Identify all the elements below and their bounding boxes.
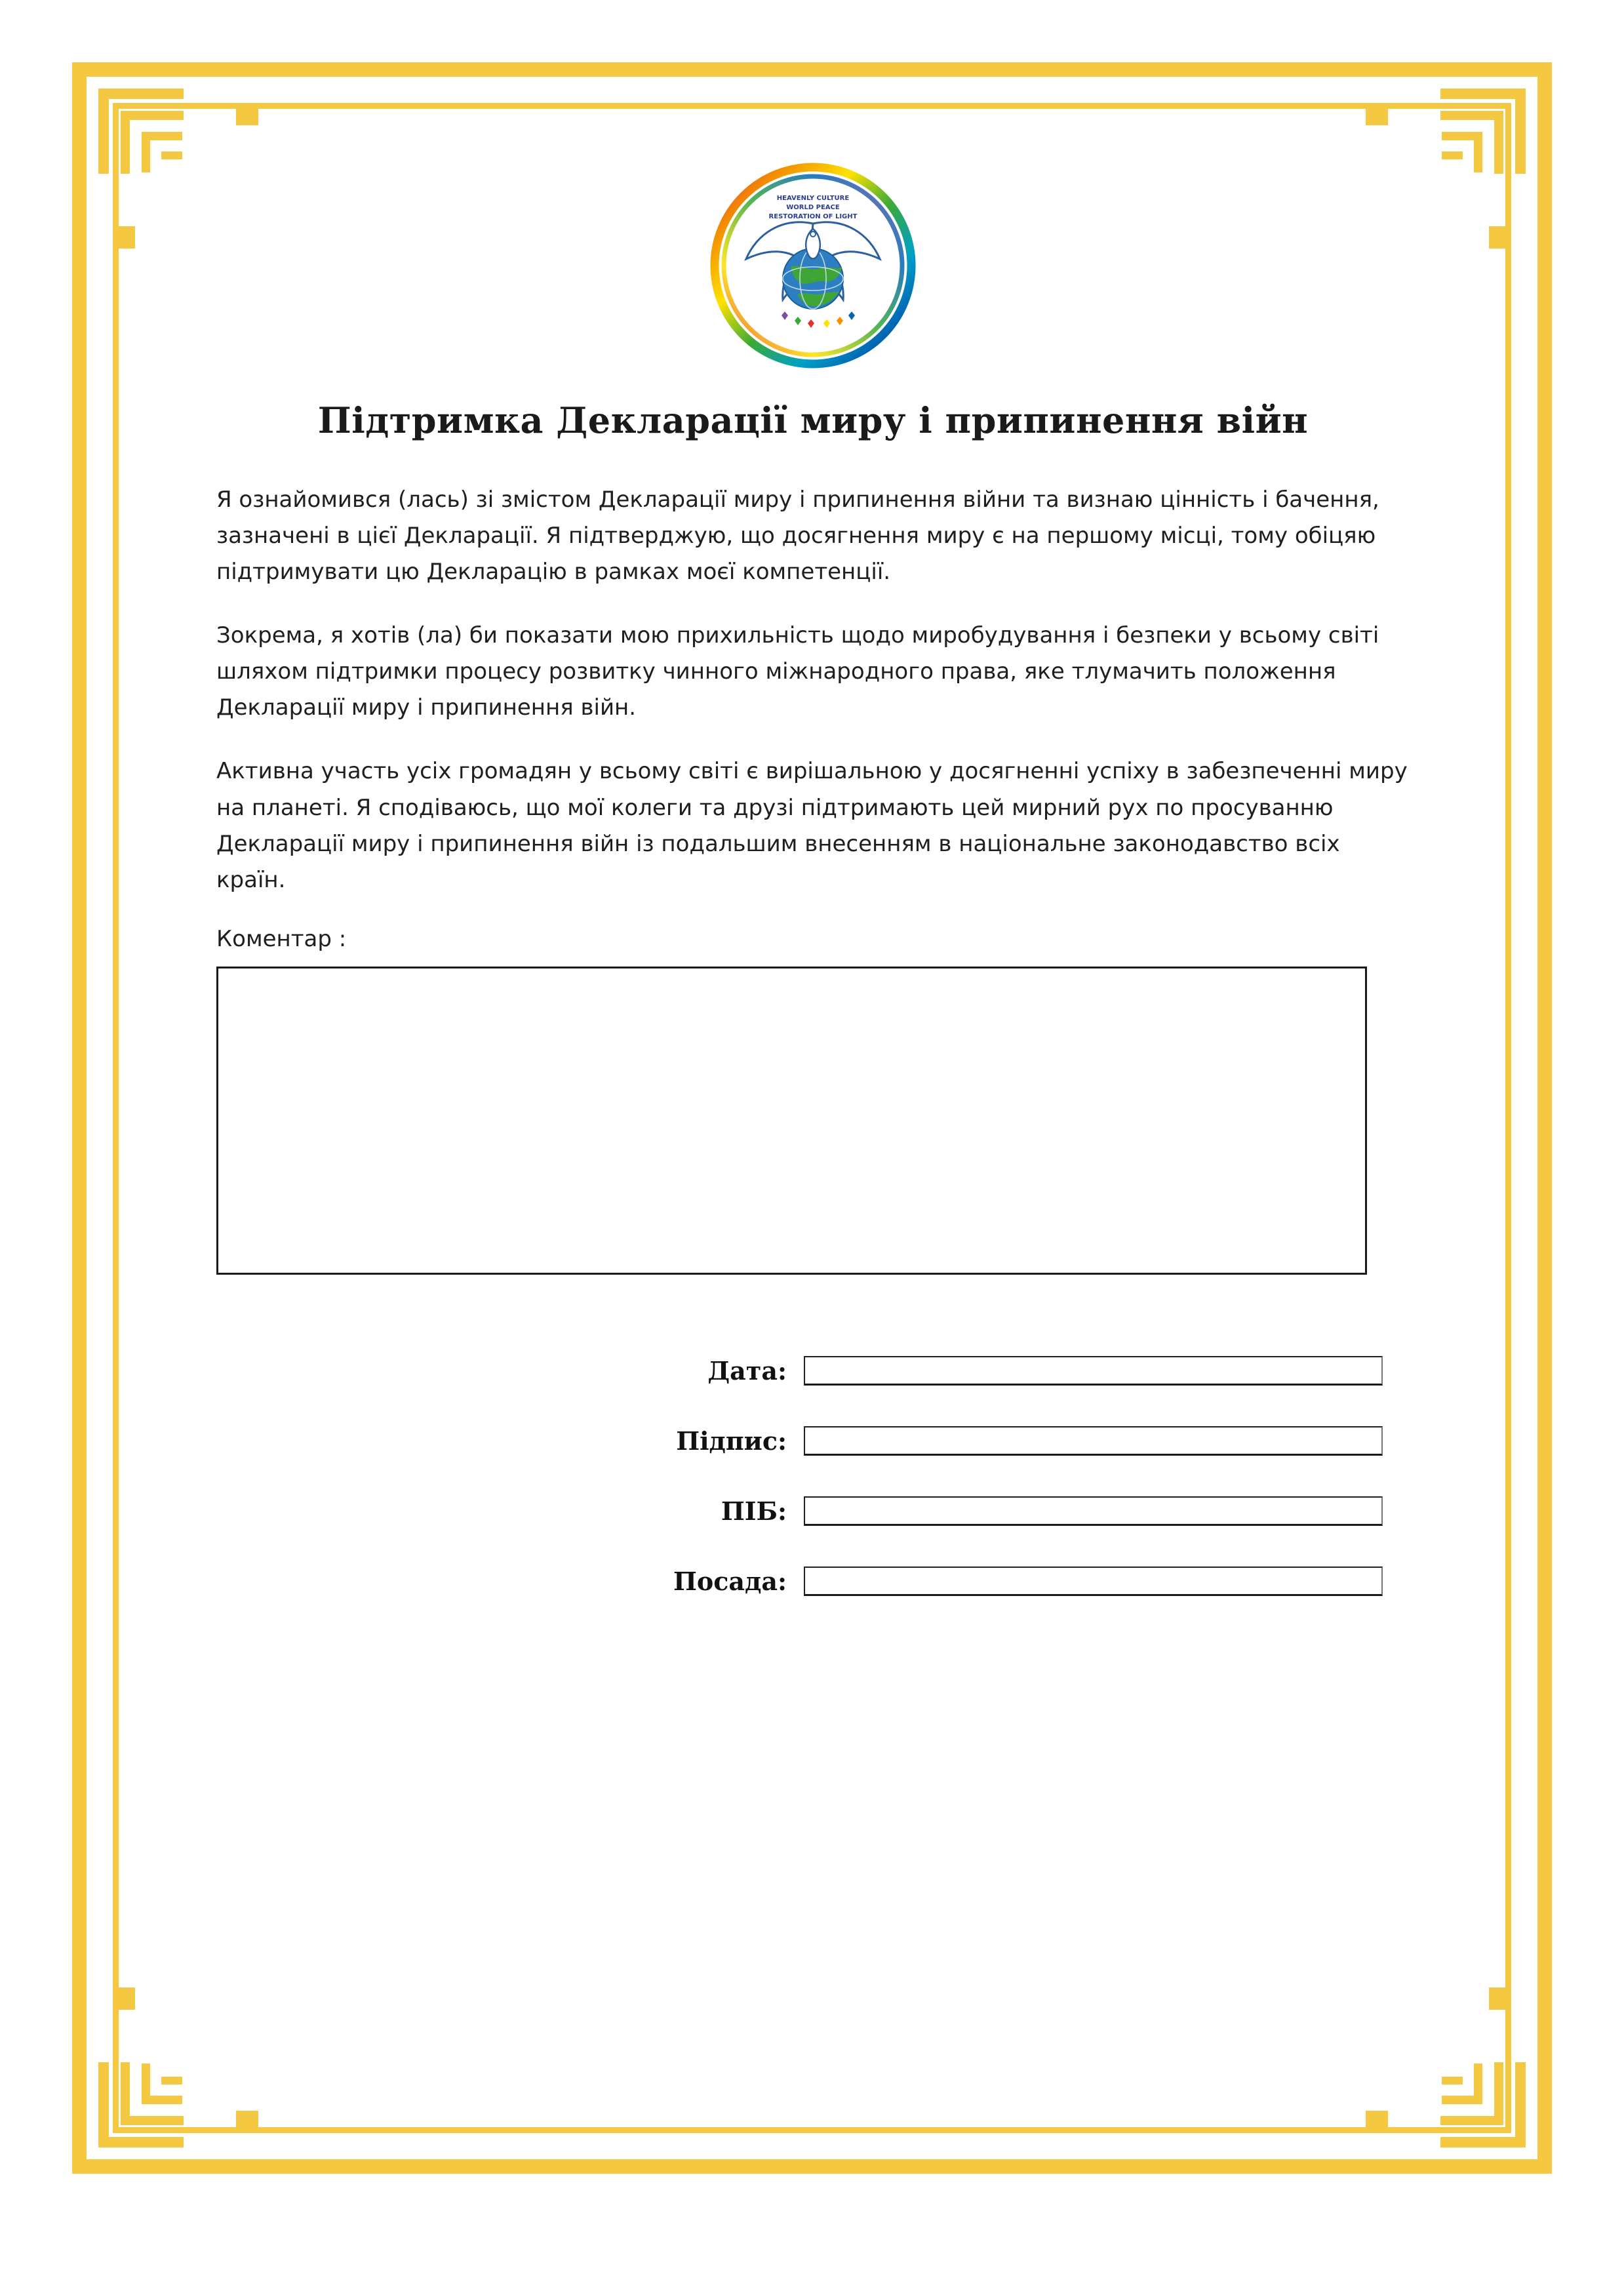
border-stud [113, 226, 135, 249]
fullname-label: ПІБ: [721, 1496, 787, 1526]
emblem-container [216, 161, 1410, 370]
declaration-paragraph-2: Зокрема, я хотів (ла) би показати мою прихильність щодо миробудування і безпеки у всьому світі шляхом підтримки процесу розвитку чинного міжнародного права, яке тлумачить положення Декларації миру і припинення війн. [216, 622, 1379, 721]
signature-field[interactable] [804, 1426, 1383, 1456]
border-stud [1489, 226, 1511, 249]
corner-motif-bottom-left [72, 2036, 210, 2174]
page-title: Підтримка Декларації миру і припинення війн [317, 399, 1309, 441]
svg-text:RESTORATION OF LIGHT: RESTORATION OF LIGHT [768, 213, 858, 220]
border-stud [1489, 1987, 1511, 2010]
comment-input[interactable] [216, 967, 1367, 1275]
hwpl-dove-globe-emblem [708, 161, 918, 370]
signature-label: Підпис: [676, 1426, 787, 1456]
signature-fields [216, 1356, 1410, 1596]
document-content [216, 161, 1410, 1637]
fullname-field[interactable] [804, 1496, 1383, 1526]
position-field[interactable] [804, 1567, 1383, 1596]
field-row-position [216, 1567, 1410, 1596]
border-top-bar [72, 62, 1552, 77]
comment-label: Коментар : [216, 925, 347, 952]
border-stud [1366, 2111, 1388, 2133]
border-left-bar [72, 62, 87, 2174]
declaration-paragraph-1: Я ознайомився (лась) зі змістом Декларації миру і припинення війни та визнаю цінність і бачення, зазначені в цієї Декларації. Я підтверджую, що досягнення миру є на першому місці, тому обіцяю підтримувати цю Декларацію в рамках моєї компетенції. [216, 487, 1379, 586]
border-stud [236, 2111, 258, 2133]
svg-text:HEAVENLY CULTURE: HEAVENLY CULTURE [776, 195, 850, 202]
border-right-bar [1537, 62, 1552, 2174]
border-stud [1366, 103, 1388, 125]
border-stud [236, 103, 258, 125]
field-row-signature [216, 1426, 1410, 1456]
field-row-fullname [216, 1496, 1410, 1526]
corner-motif-top-left [72, 62, 210, 200]
date-label: Дата: [707, 1355, 787, 1386]
border-bottom-bar [72, 2159, 1552, 2174]
declaration-paragraph-3: Активна участь усіх громадян у всьому світі є вирішальною у досягненні успіху в забезпеченні миру на планеті. Я сподіваюсь, що мої колеги та друзі підтримають цей мирний рух по просуванню Декларації миру і припинення війн із подальшим внесенням в національне законодавство всіх країн. [216, 758, 1408, 893]
svg-text:WORLD PEACE: WORLD PEACE [786, 204, 840, 211]
corner-motif-bottom-right [1414, 2036, 1552, 2174]
border-stud [113, 1987, 135, 2010]
date-field[interactable] [804, 1356, 1383, 1386]
field-row-date [216, 1356, 1410, 1386]
corner-motif-top-right [1414, 62, 1552, 200]
position-label: Посада: [673, 1566, 787, 1596]
